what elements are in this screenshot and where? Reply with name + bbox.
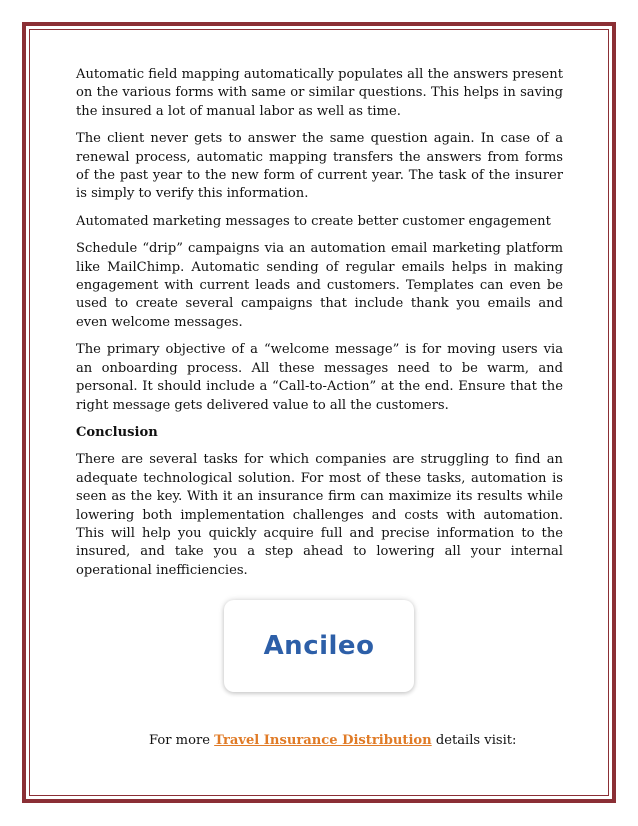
ancileo-logo bbox=[224, 600, 414, 692]
travel-insurance-distribution-link[interactable]: Travel Insurance Distribution bbox=[214, 733, 432, 748]
paragraph-renewal: The client never gets to answer the same question again. In case of a renewal process, automatic mapping transfers the answers from forms of the past year to the new form of current year. The task of the insurer is simply to verify this information. bbox=[76, 131, 563, 202]
paragraph-drip-campaigns: Schedule “drip” campaigns via an automation email marketing platform like MailChimp. Automatic sending of regular emails helps in making engagement with current leads and customers. Templates can even be used to create several campaigns that include thank you emails and even welcome messages. bbox=[76, 241, 563, 330]
ancileo-logo-text: Ancileo bbox=[263, 631, 375, 661]
document-body bbox=[76, 66, 563, 589]
paragraph-field-mapping: Automatic field mapping automatically populates all the answers present on the various forms with same or similar questions. This helps in saving the insured a lot of manual labor as well as time. bbox=[76, 67, 563, 119]
footer-suffix: details visit: bbox=[431, 733, 517, 748]
paragraph-conclusion: There are several tasks for which companies are struggling to find an adequate technological solution. For most of these tasks, automation is seen as the key. With it an insurance firm can maximize its results while lowering both implementation challenges and costs with automation. This will help you quickly acquire full and precise information to the insured, and take you a step ahead to lowering all your internal operational inefficiencies. bbox=[76, 452, 563, 578]
paragraph-marketing-subheading: Automated marketing messages to create better customer engagement bbox=[76, 213, 551, 229]
conclusion-heading: Conclusion bbox=[76, 424, 158, 440]
footer-prefix: For more bbox=[149, 733, 215, 748]
footer-line bbox=[149, 733, 516, 748]
paragraph-welcome-message: The primary objective of a “welcome message” is for moving users via an onboarding process. All these messages need to be warm, and personal. It should include a “Call-to-Action” at the end. Ensure that the right message gets delivered value to all the customers. bbox=[76, 342, 563, 413]
